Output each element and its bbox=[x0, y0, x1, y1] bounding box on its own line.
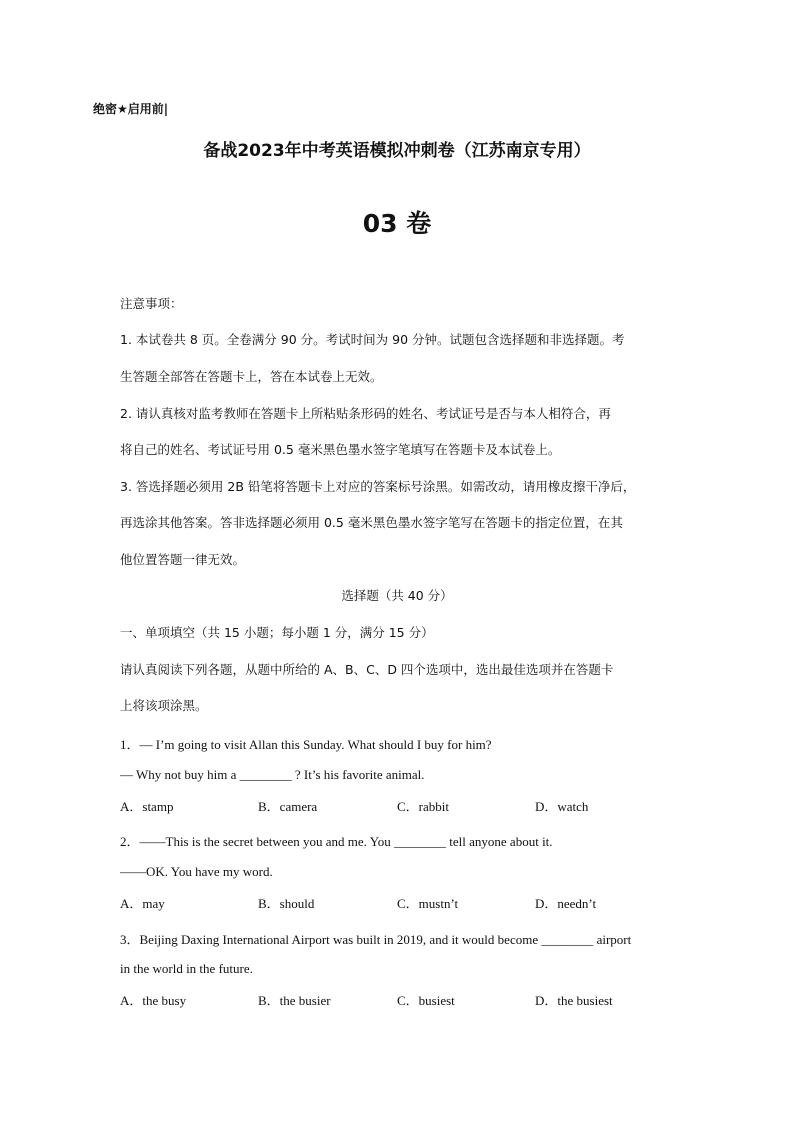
option-a: A．the busy bbox=[120, 993, 187, 1008]
exam-subtitle: 03 卷 bbox=[362, 209, 432, 238]
notice-line: 再选涂其他答案。答非选择题必须用 0.5 毫米黑色墨水签字笔写在答题卡的指定位置，在其 bbox=[120, 515, 623, 530]
option-c: C．busiest bbox=[397, 993, 455, 1008]
option-a: A．may bbox=[120, 896, 165, 911]
instructions-line: 上将该项涂黑。 bbox=[120, 698, 208, 713]
option-a: A．stamp bbox=[120, 799, 174, 814]
part-title: 一、单项填空（共 15 小题；每小题 1 分，满分 15 分） bbox=[120, 625, 434, 640]
notice-line: 2. 请认真核对监考教师在答题卡上所粘贴条形码的姓名、考试证号是否与本人相符合，再 bbox=[120, 406, 611, 421]
notice-line: 3. 答选择题必须用 2B 铅笔将答题卡上对应的答案标号涂黑。如需改动，请用橡皮擦干净后， bbox=[120, 479, 636, 494]
notice-line: 他位置答题一律无效。 bbox=[120, 552, 246, 567]
notice-line: 将自己的姓名、考试证号用 0.5 毫米黑色墨水签字笔填写在答题卡及本试卷上。 bbox=[120, 442, 561, 457]
secret-label: 绝密★启用前| bbox=[93, 102, 169, 116]
instructions-line: 请认真阅读下列各题，从题中所给的 A、B、C、D 四个选项中，选出最佳选项并在答题卡 bbox=[120, 662, 614, 677]
question-1-options bbox=[120, 796, 680, 814]
option-c: C．rabbit bbox=[397, 799, 449, 814]
option-b: B．should bbox=[258, 896, 315, 911]
notice-heading: 注意事项： bbox=[120, 296, 183, 311]
exam-title: 备战2023年中考英语模拟冲刺卷（江苏南京专用） bbox=[203, 141, 591, 161]
question-3-stem: in the world in the future. bbox=[120, 961, 253, 976]
section-heading: 选择题（共 40 分） bbox=[341, 588, 453, 603]
question-2-stem: 2．——This is the secret between you and me. You ________ tell anyone about it. bbox=[120, 834, 553, 849]
option-b: B．the busier bbox=[258, 993, 331, 1008]
option-c: C．mustn’t bbox=[397, 896, 459, 911]
option-d: D．needn’t bbox=[535, 896, 597, 911]
option-d: D．the busiest bbox=[535, 993, 613, 1008]
question-1-stem: — Why not buy him a ________ ? It’s his favorite animal. bbox=[120, 767, 425, 782]
notice-line: 生答题全部答在答题卡上，答在本试卷上无效。 bbox=[120, 369, 383, 384]
option-d: D．watch bbox=[535, 799, 589, 814]
option-b: B．camera bbox=[258, 799, 318, 814]
question-3-stem: 3．Beijing Daxing International Airport was built in 2019, and it would become ________ airport bbox=[120, 932, 632, 947]
notice-line: 1. 本试卷共 8 页。全卷满分 90 分。考试时间为 90 分钟。试题包含选择题和非选择题。考 bbox=[120, 332, 625, 347]
question-1-stem: 1．— I’m going to visit Allan this Sunday. What should I buy for him? bbox=[120, 737, 492, 752]
question-3-options bbox=[120, 990, 680, 1008]
question-2-options bbox=[120, 893, 680, 911]
question-2-stem: ——OK. You have my word. bbox=[120, 864, 273, 879]
